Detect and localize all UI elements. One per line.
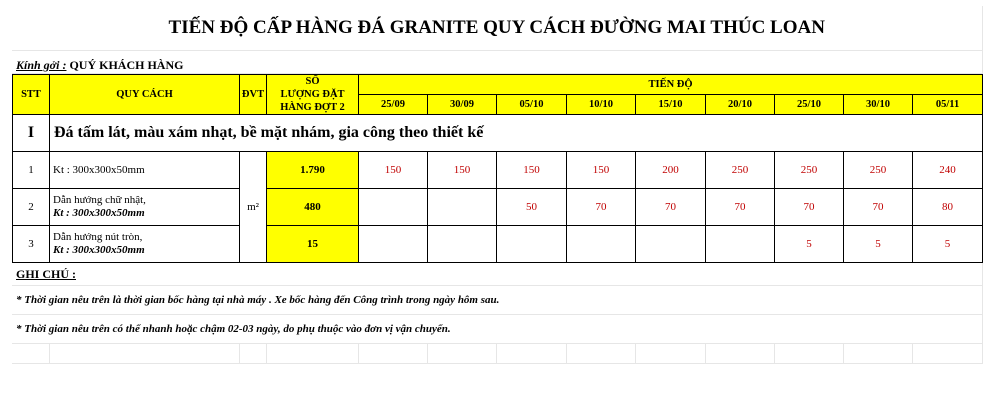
note-row — [12, 315, 982, 344]
row-value: 70 — [636, 189, 706, 226]
row-value — [428, 189, 497, 226]
header-date: 05/11 — [913, 95, 983, 115]
header-date: 15/10 — [636, 95, 706, 115]
row-value: 250 — [844, 152, 913, 189]
row-qty: 15 — [267, 226, 359, 263]
empty-row — [12, 344, 982, 364]
row-value: 5 — [844, 226, 913, 263]
row-spec-line1: Dẫn hướng nút tròn, — [53, 231, 143, 243]
progress-table — [12, 74, 983, 263]
header-date: 25/09 — [359, 95, 428, 115]
row-value — [706, 226, 775, 263]
row-value: 150 — [428, 152, 497, 189]
row-value: 150 — [359, 152, 428, 189]
header-date: 20/10 — [706, 95, 775, 115]
header-stt: STT — [13, 75, 50, 115]
notes-table — [12, 263, 983, 364]
row-value: 80 — [913, 189, 983, 226]
header-unit: ĐVT — [240, 75, 267, 115]
recipient-label: Kính gởi : — [16, 58, 67, 72]
section-description: Đá tấm lát, màu xám nhạt, bề mặt nhám, gia công theo thiết kế — [50, 115, 983, 152]
header-date: 30/10 — [844, 95, 913, 115]
row-value: 200 — [636, 152, 706, 189]
header-qty-line2: LƯỢNG ĐẶT — [280, 89, 345, 100]
row-value: 70 — [844, 189, 913, 226]
row-value — [497, 226, 567, 263]
note-item: * Thời gian nêu trên là thời gian bốc hàng tại nhà máy . Xe bốc hàng đến Công trình trong ngày hôm sau. — [12, 286, 982, 315]
header-date: 10/10 — [567, 95, 636, 115]
table-row — [13, 226, 983, 263]
notes-heading: GHI CHÚ : — [16, 267, 76, 281]
row-value — [567, 226, 636, 263]
row-stt: 1 — [13, 152, 50, 189]
note-row — [12, 286, 982, 315]
row-value — [428, 226, 497, 263]
table-row — [13, 152, 983, 189]
recipient-row — [12, 51, 982, 74]
header-spec: QUY CÁCH — [50, 75, 240, 115]
row-value: 70 — [775, 189, 844, 226]
row-value: 70 — [567, 189, 636, 226]
row-spec — [50, 152, 240, 189]
header-progress: TIẾN ĐỘ — [359, 75, 983, 95]
row-value: 50 — [497, 189, 567, 226]
row-value: 70 — [706, 189, 775, 226]
row-qty: 480 — [267, 189, 359, 226]
row-value: 250 — [775, 152, 844, 189]
row-value: 150 — [567, 152, 636, 189]
row-value: 150 — [497, 152, 567, 189]
row-spec-line2: Kt : 300x300x50mm — [53, 244, 145, 256]
note-item: * Thời gian nêu trên có thể nhanh hoặc chậm 02-03 ngày, do phụ thuộc vào đơn vị vận chuyển. — [12, 315, 982, 344]
row-value: 250 — [706, 152, 775, 189]
row-value — [636, 226, 706, 263]
row-qty: 1.790 — [267, 152, 359, 189]
row-spec — [50, 189, 240, 226]
row-value: 5 — [775, 226, 844, 263]
unit-cell: m² — [240, 152, 267, 263]
table-row — [13, 189, 983, 226]
row-value: 240 — [913, 152, 983, 189]
section-stt: I — [13, 115, 50, 152]
page-title: TIẾN ĐỘ CẤP HÀNG ĐÁ GRANITE QUY CÁCH ĐƯỜNG MAI THÚC LOAN — [12, 6, 982, 51]
row-spec-line1: Dẫn hướng chữ nhật, — [53, 194, 146, 206]
row-spec — [50, 226, 240, 263]
header-date: 25/10 — [775, 95, 844, 115]
header-row-1 — [13, 75, 983, 95]
header-date: 05/10 — [497, 95, 567, 115]
spreadsheet — [12, 6, 982, 364]
row-stt: 3 — [13, 226, 50, 263]
header-qty-line1: SỐ — [305, 76, 320, 87]
recipient-value: QUÝ KHÁCH HÀNG — [69, 58, 184, 72]
header-date: 30/09 — [428, 95, 497, 115]
row-value — [359, 189, 428, 226]
notes-heading-row — [12, 263, 982, 286]
row-spec-line1: Kt : 300x300x50mm — [53, 163, 145, 176]
row-stt: 2 — [13, 189, 50, 226]
row-spec-line2: Kt : 300x300x50mm — [53, 207, 145, 219]
row-value: 5 — [913, 226, 983, 263]
row-value — [359, 226, 428, 263]
title-row — [12, 6, 982, 51]
schedule-table — [12, 6, 983, 74]
header-qty-line3: HÀNG ĐỢT 2 — [280, 102, 345, 113]
section-row — [13, 115, 983, 152]
header-qty — [267, 75, 359, 115]
